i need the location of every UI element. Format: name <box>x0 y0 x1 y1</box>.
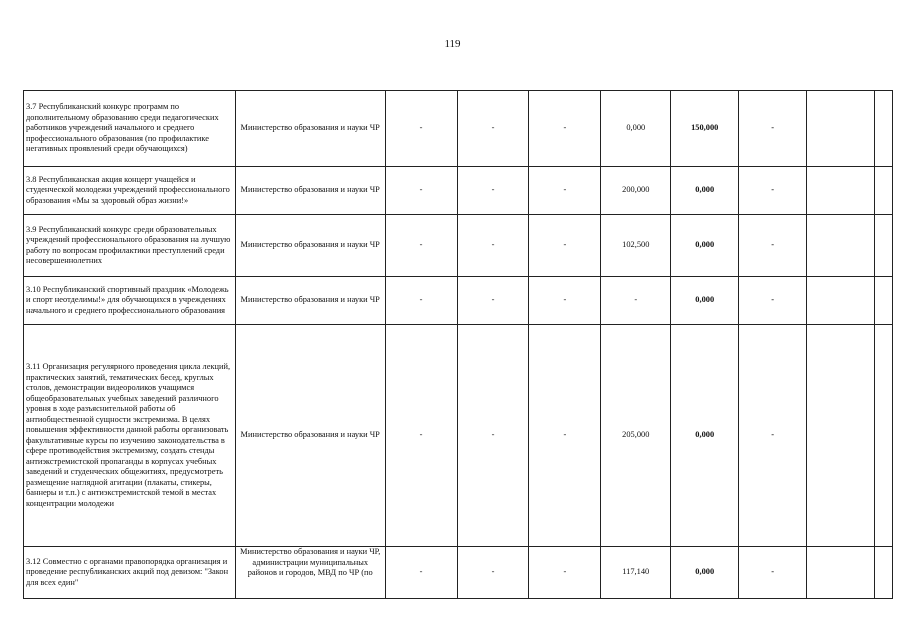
row-col-7 <box>807 547 875 599</box>
budget-table <box>23 90 893 599</box>
row-col-5: 0,000 <box>671 167 739 215</box>
row-col-6: - <box>739 167 807 215</box>
row-col-6: - <box>739 91 807 167</box>
row-col-2: - <box>457 215 529 277</box>
row-organization: Министерство образования и науки ЧР, администрации муниципальных районов и городов, МВД по ЧР (по <box>235 547 385 599</box>
row-col-7 <box>807 277 875 325</box>
row-organization: Министерство образования и науки ЧР <box>235 325 385 547</box>
row-col-8 <box>874 277 892 325</box>
row-col-8 <box>874 91 892 167</box>
row-col-7 <box>807 91 875 167</box>
row-col-4: - <box>601 277 671 325</box>
row-description: 3.12 Совместно с органами правопорядка организация и проведение республиканских акций под девизом: "Закон для всех един" <box>24 547 236 599</box>
row-col-8 <box>874 547 892 599</box>
row-description: 3.7 Республиканский конкурс программ по дополнительному образованию среди педагогических работников учреждений начального и среднего профессионального образования (по профилактике негативных проявлений среди обучающихся) <box>24 91 236 167</box>
row-organization: Министерство образования и науки ЧР <box>235 277 385 325</box>
row-col-3: - <box>529 91 601 167</box>
row-col-1: - <box>385 547 457 599</box>
row-description: 3.10 Республиканский спортивный праздник «Молодежь и спорт неотделимы!» для обучающихся в учреждениях начального и среднего профессионального образования <box>24 277 236 325</box>
row-col-2: - <box>457 91 529 167</box>
row-organization: Министерство образования и науки ЧР <box>235 215 385 277</box>
row-col-3: - <box>529 547 601 599</box>
row-col-7 <box>807 325 875 547</box>
row-description: 3.9 Республиканский конкурс среди образовательных учреждений профессионального образования на лучшую работу по вопросам профилактики преступлений среди несовершеннолетних <box>24 215 236 277</box>
row-col-8 <box>874 325 892 547</box>
row-description: 3.11 Организация регулярного проведения цикла лекций, практических занятий, тематических бесед, круглых столов, демонстрации видеороликов учащимся общеобразовательных учебных заведений различного уровня в ходе разъяснительной работы об антиобщественной сущности экстремизма. В целях повышения эффективности данной работы организовать факультативные курсы по изучению законодательства в сфере противодействия экстремизму, создать стенды антиэкстремистской пропаганды в корпусах учебных заведений и студенческих общежитиях, предусмотреть размещение наглядной агитации (плакаты, стикеры, баннеры и т.п.) с антиэкстремистской темой в местах концентрации молодежи <box>24 325 236 547</box>
row-col-3: - <box>529 215 601 277</box>
row-col-6: - <box>739 215 807 277</box>
row-col-7 <box>807 215 875 277</box>
table-row <box>24 215 893 277</box>
row-col-4: 205,000 <box>601 325 671 547</box>
row-col-2: - <box>457 167 529 215</box>
row-col-8 <box>874 215 892 277</box>
row-col-4: 117,140 <box>601 547 671 599</box>
row-col-8 <box>874 167 892 215</box>
table-row <box>24 325 893 547</box>
row-col-3: - <box>529 325 601 547</box>
table-viewport <box>23 90 893 602</box>
row-col-1: - <box>385 167 457 215</box>
row-col-4: 0,000 <box>601 91 671 167</box>
row-col-6: - <box>739 547 807 599</box>
row-col-4: 200,000 <box>601 167 671 215</box>
row-col-2: - <box>457 547 529 599</box>
row-col-7 <box>807 167 875 215</box>
row-col-6: - <box>739 325 807 547</box>
table-row <box>24 547 893 599</box>
row-col-1: - <box>385 277 457 325</box>
row-col-1: - <box>385 215 457 277</box>
row-organization: Министерство образования и науки ЧР <box>235 167 385 215</box>
row-col-3: - <box>529 277 601 325</box>
row-col-5: 0,000 <box>671 215 739 277</box>
row-col-5: 0,000 <box>671 325 739 547</box>
table-row <box>24 167 893 215</box>
table-row <box>24 277 893 325</box>
row-col-2: - <box>457 277 529 325</box>
row-description: 3.8 Республиканская акция концерт учащейся и студенческой молодежи учреждений профессионального образования «Мы за здоровый образ жизни!» <box>24 167 236 215</box>
row-col-2: - <box>457 325 529 547</box>
row-col-5: 0,000 <box>671 277 739 325</box>
row-col-5: 0,000 <box>671 547 739 599</box>
row-col-6: - <box>739 277 807 325</box>
row-col-5: 150,000 <box>671 91 739 167</box>
row-col-4: 102,500 <box>601 215 671 277</box>
row-col-1: - <box>385 91 457 167</box>
row-col-3: - <box>529 167 601 215</box>
table-row <box>24 91 893 167</box>
page-number: 119 <box>444 38 461 50</box>
row-organization: Министерство образования и науки ЧР <box>235 91 385 167</box>
row-col-1: - <box>385 325 457 547</box>
